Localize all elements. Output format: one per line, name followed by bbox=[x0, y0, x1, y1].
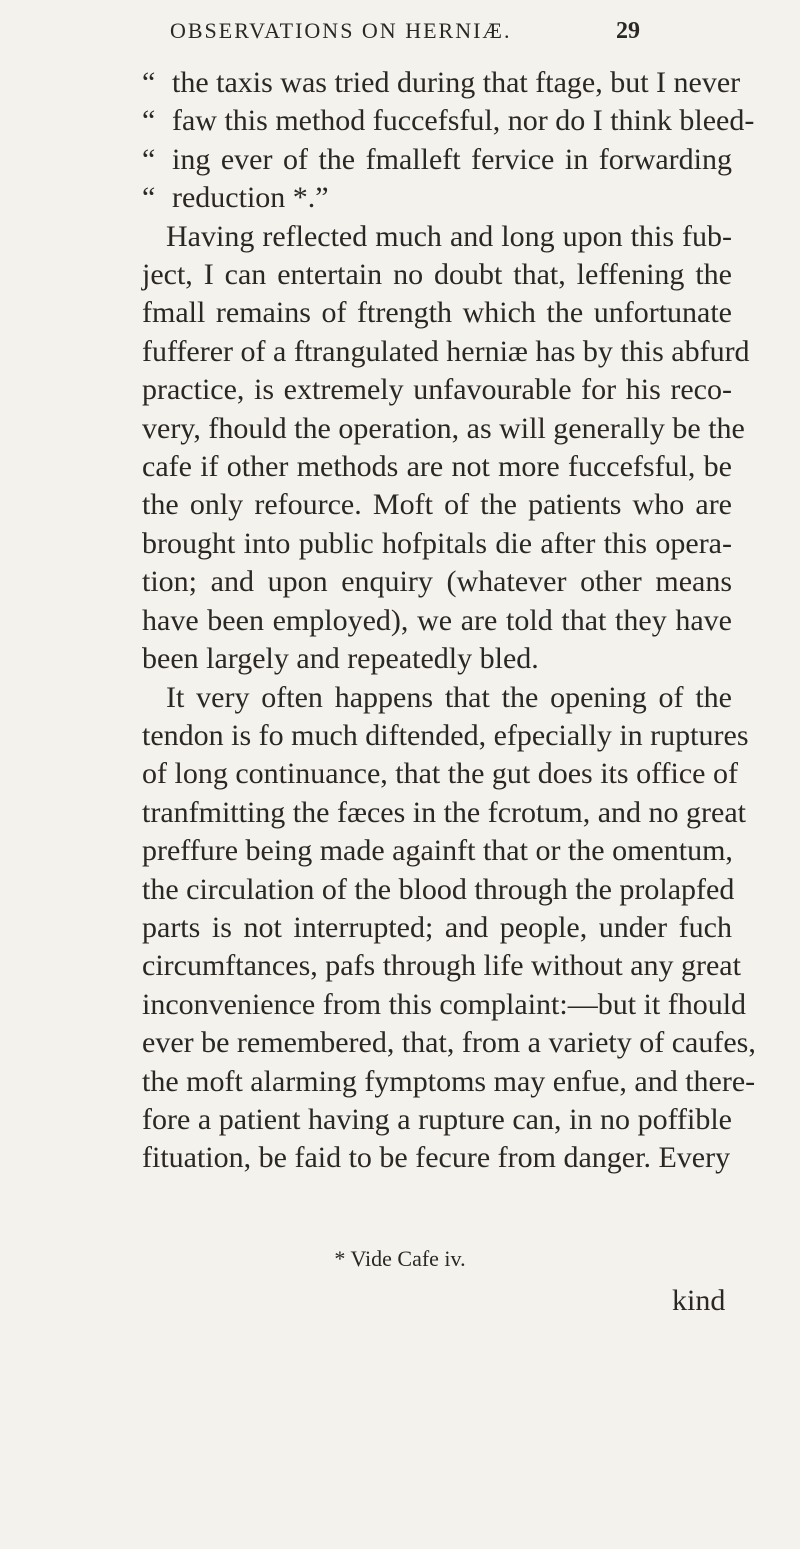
text-line bbox=[142, 256, 732, 294]
text-line bbox=[142, 909, 732, 947]
text-line bbox=[142, 333, 750, 371]
text-line bbox=[142, 410, 745, 448]
line-text: the only refource. Moft of the patients who are bbox=[142, 488, 732, 522]
line-text: fituation, be faid to be fecure from danger. Every bbox=[142, 1141, 731, 1175]
text-line bbox=[142, 871, 735, 909]
text-line bbox=[142, 1101, 732, 1139]
line-text: tranfmitting the fæces in the fcrotum, and no great bbox=[142, 795, 746, 829]
text-line bbox=[142, 563, 732, 601]
line-text: of long continuance, that the gut does its office of bbox=[142, 757, 738, 791]
quote-mark: “ bbox=[142, 142, 156, 176]
text-line bbox=[142, 448, 732, 486]
line-text: the circulation of the blood through the prolapfed bbox=[142, 872, 735, 906]
line-text: ject, I can entertain no doubt that, leffening the bbox=[142, 258, 732, 292]
line-text: brought into public hofpitals die after this opera- bbox=[142, 526, 732, 560]
line-text: parts is not interrupted; and people, under fuch bbox=[142, 910, 732, 944]
text-line bbox=[142, 486, 732, 524]
quote-mark: “ bbox=[142, 104, 156, 138]
line-text: Having reflected much and long upon this fub- bbox=[166, 219, 732, 253]
line-text: the taxis was tried during that ftage, but I never bbox=[172, 66, 741, 99]
text-line bbox=[142, 640, 732, 678]
quote-mark: “ bbox=[142, 66, 156, 99]
text-line bbox=[142, 717, 749, 755]
text-line bbox=[142, 1063, 756, 1101]
quote-mark: “ bbox=[142, 181, 156, 215]
text-line bbox=[142, 679, 732, 717]
catchword: kind bbox=[672, 1284, 726, 1317]
text-line bbox=[142, 986, 747, 1024]
line-text: fufferer of a ftrangulated herniæ has by this abfurd bbox=[142, 334, 750, 368]
line-text: tendon is fo much diftended, efpecially in ruptures bbox=[142, 718, 749, 752]
line-text: have been employed), we are told that they have bbox=[142, 603, 732, 637]
line-text: practice, is extremely unfavourable for his reco- bbox=[142, 373, 732, 407]
line-text: inconvenience from this complaint:—but it fhould bbox=[142, 987, 747, 1021]
text-line bbox=[142, 218, 732, 256]
text-line bbox=[142, 1024, 756, 1062]
body-text bbox=[142, 64, 756, 1178]
text-line bbox=[142, 947, 741, 985]
line-text: fore a patient having a rupture can, in no poffible bbox=[142, 1102, 732, 1136]
text-line bbox=[142, 1139, 732, 1177]
text-line bbox=[142, 141, 732, 179]
line-text: circumftances, pafs through life without any great bbox=[142, 949, 741, 983]
line-text: the moft alarming fymptoms may enfue, and there- bbox=[142, 1064, 756, 1098]
line-text: cafe if other methods are not more fuccefsful, be bbox=[142, 450, 732, 484]
text-line bbox=[142, 794, 746, 832]
footnote: * Vide Cafe iv. bbox=[334, 1246, 466, 1271]
line-text: very, fhould the operation, as will generally be the bbox=[142, 411, 745, 445]
text-line bbox=[142, 371, 732, 409]
line-text: preffure being made againft that or the omentum, bbox=[142, 834, 733, 868]
line-text: ever be remembered, that, from a variety of caufes, bbox=[142, 1026, 756, 1060]
running-head: OBSERVATIONS ON HERNIÆ. bbox=[170, 18, 512, 43]
text-line bbox=[142, 602, 732, 640]
line-text: ing ever of the fmalleft fervice in forwarding bbox=[172, 142, 732, 176]
text-line bbox=[142, 64, 741, 102]
text-line bbox=[142, 832, 732, 870]
text-line bbox=[142, 179, 732, 217]
line-text: faw this method fuccefsful, nor do I think bleed- bbox=[172, 104, 755, 138]
text-line bbox=[142, 294, 732, 332]
line-text: been largely and repeatedly bled. bbox=[142, 642, 539, 676]
line-text: fmall remains of ftrength which the unfortunate bbox=[142, 296, 732, 330]
page-number: 29 bbox=[616, 18, 640, 44]
line-text: It very often happens that the opening of the bbox=[166, 680, 732, 714]
line-text: tion; and upon enquiry (whatever other means bbox=[142, 565, 732, 599]
page-header bbox=[170, 18, 640, 45]
text-line bbox=[142, 525, 732, 563]
text-line bbox=[142, 755, 738, 793]
line-text: reduction *.” bbox=[172, 181, 329, 215]
text-line bbox=[142, 102, 755, 140]
